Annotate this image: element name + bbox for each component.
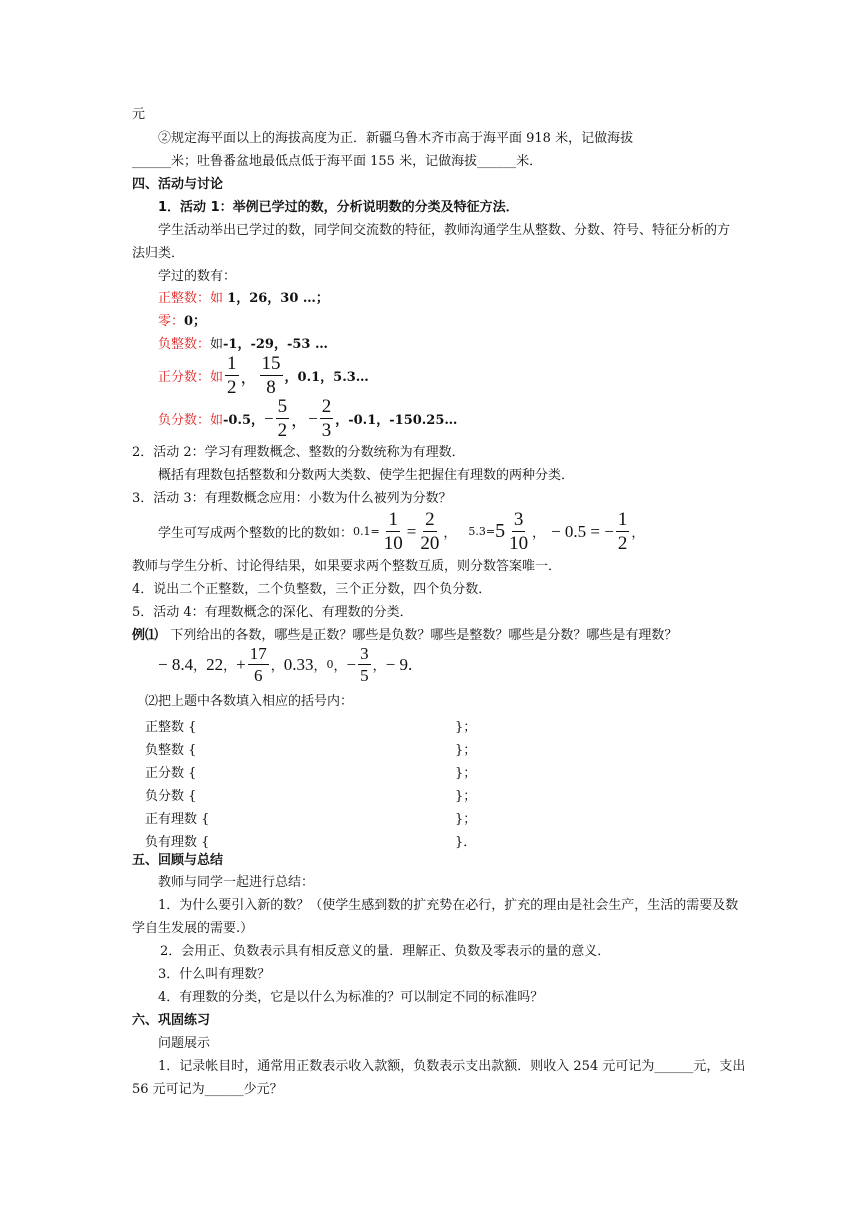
- text-line: 5．活动 4：有理数概念的深化、有理数的分类．: [132, 605, 413, 620]
- bracket-end: }；: [455, 812, 477, 827]
- plus-sign: +: [236, 654, 246, 674]
- text-line: 元: [132, 107, 146, 122]
- text-line: 2．活动 2：学习有理数概念、整数的分数统称为有理数．: [132, 445, 465, 460]
- text-line: 问题展示: [158, 1036, 211, 1051]
- text-line: 法归类．: [132, 246, 185, 261]
- fraction: $\frac{3}{10}$: [509, 509, 529, 554]
- text-line: 1．为什么要引入新的数？（使学生感到数的扩充势在必行，扩充的理由是社会生产，生活的需要及数: [158, 898, 739, 913]
- negative-fraction-line: [158, 397, 457, 440]
- section-heading: 五、回顾与总结: [132, 853, 224, 868]
- text-line: 4．说出二个正整数，二个负整数，三个正分数，四个负分数．: [132, 582, 492, 597]
- text-line: 3．活动 3：有理数概念应用：小数为什么被列为分数？: [132, 491, 452, 506]
- comma: ，: [532, 526, 546, 541]
- negative-integer-line: [158, 336, 328, 354]
- fraction: $\frac{2}{3}$: [321, 396, 332, 441]
- math-expression: − 0.5 = −: [551, 521, 614, 541]
- bracket-label: 正有理数 {: [145, 812, 210, 827]
- bracket-label: 负分数 {: [145, 789, 197, 804]
- comma: ，: [270, 659, 284, 674]
- zero-line: [158, 313, 206, 331]
- comma: ，: [631, 526, 645, 541]
- example-values: ，0.1，5.3…: [284, 370, 369, 385]
- text-line: 56 元可记为______少元？: [132, 1082, 283, 1097]
- positive-integer-line: [158, 290, 329, 308]
- bracket-row: [145, 739, 476, 758]
- fraction: $\frac{1}{10}$: [383, 509, 403, 554]
- text-line: 2．会用正、负数表示具有相反意义的量．理解正、负数及零表示的量的意义．: [160, 944, 611, 959]
- bracket-row: [145, 762, 476, 781]
- minus-sign: −: [346, 654, 357, 674]
- category-label: 负分数：: [158, 413, 211, 428]
- bracket-row: [145, 831, 476, 850]
- section-heading: 四、活动与讨论: [132, 177, 224, 192]
- fraction: $\frac{17}{6}$: [249, 644, 267, 685]
- comma: ，: [193, 659, 207, 674]
- text-line: 学生活动举出已学过的数，同学间交流数的特征，教师沟通学生从整数、分数、符号、特征分析的方: [158, 223, 731, 238]
- bracket-row: [145, 785, 476, 804]
- category-label: 正分数：: [158, 370, 211, 385]
- bracket-end: }；: [455, 743, 477, 758]
- text-line: 3．什么叫有理数？: [158, 967, 271, 982]
- bracket-end: }；: [455, 720, 477, 735]
- comma: ，: [223, 659, 237, 674]
- fraction-examples-line: [158, 510, 644, 553]
- text-line: 教师与同学一起进行总结：: [158, 875, 315, 890]
- whole-number: 5: [495, 520, 506, 542]
- category-label: 零：: [158, 314, 185, 329]
- number: 0: [326, 658, 334, 671]
- example-label: 例⑴: [132, 628, 159, 643]
- example-word: 如: [210, 370, 224, 385]
- example-values: -0.5，: [223, 413, 265, 428]
- comma: ，: [240, 368, 258, 387]
- text: 学生可写成两个整数的比的数如：: [158, 526, 354, 541]
- number: − 9: [385, 654, 408, 674]
- text-line: ⑵把上题中各数填入相应的括号内：: [145, 694, 354, 709]
- example-word: 如: [210, 291, 224, 306]
- example-values: 1，26，30 …；: [227, 291, 329, 306]
- number: 0.33: [283, 654, 314, 674]
- bracket-row: [145, 716, 476, 735]
- example-values: -1，-29，-53 …: [223, 337, 328, 352]
- example-word: 如: [210, 413, 224, 428]
- bracket-row: [145, 808, 476, 827]
- fraction: $\frac{5}{2}$: [277, 396, 288, 441]
- comma: ，: [291, 411, 309, 430]
- text: 5.3=: [468, 525, 496, 538]
- text-line: 概括有理数包括整数和分数两大类数、使学生把握住有理数的两种分类．: [158, 468, 575, 483]
- category-label: 正整数：: [158, 291, 211, 306]
- comma: ，: [333, 659, 347, 674]
- fraction: $\frac{15}{8}$: [261, 353, 281, 398]
- question-text: 下列给出的各数，哪些是正数？哪些是负数？哪些是整数？哪些是分数？哪些是有理数？: [170, 628, 678, 643]
- text-line: 4．有理数的分类，它是以什么为标准的？可以制定不同的标准吗？: [158, 990, 544, 1005]
- fraction: $\frac{1}{2}$: [227, 353, 237, 398]
- text-line: ②规定海平面以上的海拔高度为正．新疆乌鲁木齐市高于海平面 918 米，记做海拔: [158, 131, 634, 146]
- number-list: [158, 645, 412, 684]
- category-label: 负整数：: [158, 337, 211, 352]
- number: 22: [206, 654, 224, 674]
- bracket-end: }；: [455, 766, 477, 781]
- section-heading: 六、巩固练习: [132, 1013, 211, 1028]
- comma: ，: [313, 659, 327, 674]
- bracket-label: 正整数 {: [145, 720, 197, 735]
- minus-sign: −: [264, 408, 274, 428]
- bracket-end: }．: [455, 835, 477, 850]
- bracket-label: 负整数 {: [145, 743, 197, 758]
- example-word: 如: [210, 337, 224, 352]
- fraction: $\frac{3}{5}$: [360, 644, 369, 685]
- text-line: 教师与学生分析、讨论得结果，如果要求两个整数互质，则分数答案唯一．: [132, 559, 562, 574]
- fraction: $\frac{2}{20}$: [420, 509, 440, 554]
- period: .: [407, 654, 413, 674]
- positive-fraction-line: [158, 354, 369, 397]
- text-line: 1．记录帐目时，通常用正数表示收入款额，负数表示支出款额．则收入 254 元可记为______元，支出: [158, 1059, 746, 1074]
- text: 0.1=: [353, 525, 380, 538]
- comma: ，: [372, 659, 386, 674]
- example-values: 0；: [184, 314, 207, 329]
- fraction: $\frac{1}{2}$: [617, 509, 628, 554]
- example-values: ，-0.1，-150.25…: [335, 413, 458, 428]
- text-line: ______米；吐鲁番盆地最低点低于海平面 155 米，记做海拔______米．: [132, 154, 543, 169]
- bracket-end: }；: [455, 789, 477, 804]
- text-line: 学自生发展的需要.）: [132, 921, 254, 936]
- bracket-label: 负有理数 {: [145, 835, 210, 850]
- bracket-label: 正分数 {: [145, 766, 197, 781]
- text-line: 学过的数有：: [158, 269, 237, 284]
- comma: ，: [443, 526, 457, 541]
- minus-sign: −: [308, 408, 318, 428]
- number: − 8.4: [158, 654, 194, 674]
- equals-sign: =: [406, 521, 417, 541]
- activity-heading: 1．活动 1：举例已学过的数，分析说明数的分类及特征方法．: [158, 200, 519, 215]
- example-question: [132, 627, 677, 645]
